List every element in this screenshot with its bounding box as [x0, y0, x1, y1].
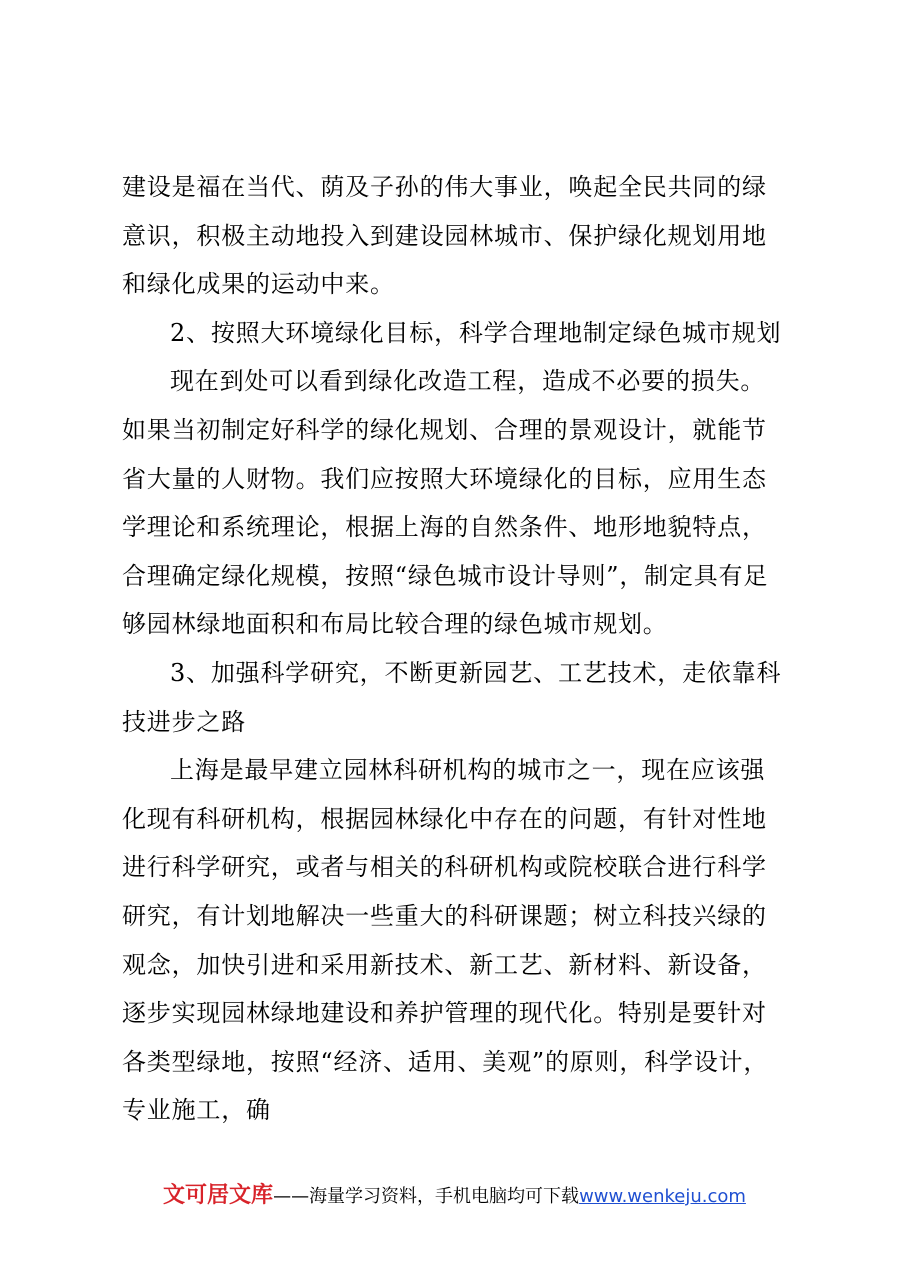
paragraph-3: 现在到处可以看到绿化改造工程，造成不必要的损失。如果当初制定好科学的绿化规划、合理的景观设计，就能节省大量的人财物。我们应按照大环境绿化的目标，应用生态学理论和系统理论，根据上海的自然条件、地形地貌特点，合理确定绿化规模，按照“绿色城市设计导则”，制定具有足够园林绿地面积和布局比较合理的绿色城市规划。	[122, 367, 769, 639]
footer-brand: 文可居文库	[163, 1183, 274, 1208]
footer-tagline: 海量学习资料，手机电脑均可下载	[309, 1186, 580, 1207]
document-body	[122, 163, 787, 1135]
paragraph-4-heading: 3、加强科学研究，不断更新园艺、工艺技术，走依靠科技进步之路	[122, 658, 782, 736]
footer-banner	[0, 1178, 909, 1215]
paragraph-1: 建设是福在当代、荫及子孙的伟大事业，唤起全民共同的绿意识，积极主动地投入到建设园林城市、保护绿化规划用地和绿化成果的运动中来。	[122, 173, 767, 299]
paragraph-2-heading: 2、按照大环境绿化目标，科学合理地制定绿色城市规划	[170, 318, 782, 347]
paragraph-5: 上海是最早建立园林科研机构的城市之一，现在应该强化现有科研机构，根据园林绿化中存在的问题，有针对性地进行科学研究，或者与相关的科研机构或院校联合进行科学研究，有计划地解决一些重大的科研课题；树立科技兴绿的观念，加快引进和采用新技术、新工艺、新材料、新设备，逐步实现园林绿地建设和养护管理的现代化。特别是要针对各类型绿地，按照“经济、适用、美观”的原则，科学设计，专业施工，确	[122, 756, 769, 1125]
footer-link[interactable]: www.wenkeju.com	[579, 1186, 746, 1207]
footer-dash: ——	[273, 1186, 310, 1207]
